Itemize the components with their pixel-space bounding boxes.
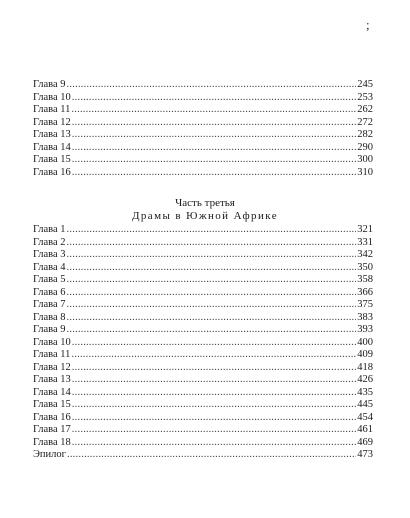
- toc-entry-page: 366: [357, 286, 373, 298]
- toc-entry[interactable]: [33, 399, 373, 412]
- toc-entry-page: 358: [357, 274, 373, 285]
- toc-entry-page: 245: [357, 79, 373, 90]
- toc-entry-page: 342: [357, 249, 373, 260]
- dot-leader: [67, 449, 356, 462]
- toc-entry-page: 400: [357, 336, 373, 348]
- toc-entry-title: Глава 14: [33, 386, 71, 398]
- dot-leader: [67, 224, 357, 237]
- toc-entry-page: 282: [357, 129, 373, 140]
- toc-entry[interactable]: [33, 312, 373, 325]
- dot-leader: [67, 79, 357, 92]
- toc-entry-page: 469: [357, 436, 373, 448]
- toc-entry-page: 300: [357, 154, 373, 165]
- toc-entry-title: Глава 10: [33, 91, 71, 103]
- toc-entry-title: Глава 5: [33, 274, 66, 285]
- toc-entry[interactable]: [33, 362, 373, 375]
- dot-leader: [67, 237, 357, 250]
- dot-leader: [72, 337, 356, 350]
- toc-entry[interactable]: [33, 299, 373, 312]
- toc-entry[interactable]: [33, 449, 373, 462]
- toc-entry-title: Глава 11: [33, 349, 71, 360]
- dot-leader: [72, 142, 356, 155]
- toc-entry[interactable]: [33, 117, 373, 130]
- dot-leader: [71, 104, 356, 117]
- toc-entry-title: Глава 15: [33, 399, 71, 410]
- toc-entry-page: 383: [357, 311, 373, 323]
- toc-entry[interactable]: [33, 424, 373, 437]
- toc-entry[interactable]: [33, 387, 373, 400]
- dot-leader: [67, 324, 357, 337]
- toc-entry-page: 290: [357, 141, 373, 153]
- dot-leader: [72, 129, 356, 142]
- toc-entry-page: 445: [357, 399, 373, 410]
- toc-entry-page: 418: [357, 361, 373, 373]
- toc-entry-title: Эпилог: [33, 449, 66, 460]
- dot-leader: [72, 387, 356, 400]
- toc-entry-page: 375: [357, 299, 373, 310]
- dot-leader: [72, 167, 356, 180]
- toc-entry-title: Глава 7: [33, 299, 66, 310]
- toc-entry[interactable]: [33, 79, 373, 92]
- dot-leader: [67, 249, 357, 262]
- toc-entry-title: Глава 4: [33, 261, 66, 273]
- toc-entry-page: 393: [357, 324, 373, 335]
- part-title: Драмы в Южной Африке: [132, 210, 278, 222]
- toc-entry[interactable]: [33, 237, 373, 250]
- toc-entry-title: Глава 18: [33, 436, 71, 448]
- toc-entry-page: 461: [357, 424, 373, 435]
- toc-entry-page: 409: [357, 349, 373, 360]
- toc-entry[interactable]: [33, 104, 373, 117]
- toc-entry[interactable]: [33, 437, 373, 450]
- toc-entry-title: Глава 9: [33, 79, 66, 90]
- dot-leader: [72, 362, 356, 375]
- toc-section-part-three: [33, 224, 373, 462]
- corner-mark: ;: [366, 17, 370, 32]
- toc-entry[interactable]: [33, 92, 373, 105]
- toc-entry[interactable]: [33, 374, 373, 387]
- toc-entry-page: 426: [357, 374, 373, 385]
- toc-entry-page: 272: [357, 116, 373, 128]
- dot-leader: [72, 399, 356, 412]
- dot-leader: [72, 154, 356, 167]
- toc-entry-title: Глава 15: [33, 154, 71, 165]
- toc-entry[interactable]: [33, 324, 373, 337]
- toc-entry-title: Глава 13: [33, 374, 71, 385]
- toc-entry-title: Глава 16: [33, 166, 71, 178]
- toc-entry[interactable]: [33, 249, 373, 262]
- part-label: Часть третья: [175, 197, 235, 209]
- dot-leader: [72, 374, 356, 387]
- toc-entry-title: Глава 16: [33, 411, 71, 423]
- toc-entry-title: Глава 9: [33, 324, 66, 335]
- toc-entry-page: 262: [357, 104, 373, 115]
- toc-entry-page: 473: [357, 449, 373, 460]
- toc-entry-page: 350: [357, 261, 373, 273]
- dot-leader: [72, 424, 356, 437]
- toc-entry[interactable]: [33, 337, 373, 350]
- toc-entry-title: Глава 13: [33, 129, 71, 140]
- toc-entry-page: 454: [357, 411, 373, 423]
- toc-entry[interactable]: [33, 154, 373, 167]
- dot-leader: [67, 287, 357, 300]
- toc-entry-page: 435: [357, 386, 373, 398]
- toc-entry[interactable]: [33, 287, 373, 300]
- toc-section-part-two: [33, 79, 373, 179]
- toc-entry[interactable]: [33, 142, 373, 155]
- toc-entry[interactable]: [33, 412, 373, 425]
- toc-entry[interactable]: [33, 262, 373, 275]
- dot-leader: [72, 117, 356, 130]
- dot-leader: [72, 437, 356, 450]
- toc-entry-title: Глава 2: [33, 236, 66, 248]
- dot-leader: [67, 274, 357, 287]
- toc-entry-title: Глава 17: [33, 424, 71, 435]
- toc-entry-title: Глава 12: [33, 361, 71, 373]
- toc-entry-title: Глава 10: [33, 336, 71, 348]
- toc-entry-title: Глава 6: [33, 286, 66, 298]
- toc-entry-title: Глава 14: [33, 141, 71, 153]
- dot-leader: [72, 92, 356, 105]
- toc-entry-title: Глава 1: [33, 224, 66, 235]
- toc-entry-page: 321: [357, 224, 373, 235]
- toc-entry[interactable]: [33, 167, 373, 180]
- toc-entry-title: Глава 8: [33, 311, 66, 323]
- toc-entry-title: Глава 12: [33, 116, 71, 128]
- dot-leader: [67, 262, 357, 275]
- dot-leader: [67, 312, 357, 325]
- dot-leader: [67, 299, 357, 312]
- toc-entry-title: Глава 3: [33, 249, 66, 260]
- toc-entry[interactable]: [33, 274, 373, 287]
- toc-entry[interactable]: [33, 129, 373, 142]
- toc-entry-page: 331: [357, 236, 373, 248]
- toc-entry-page: 310: [357, 166, 373, 178]
- toc-entry[interactable]: [33, 224, 373, 237]
- dot-leader: [72, 412, 356, 425]
- toc-entry-page: 253: [357, 91, 373, 103]
- toc-entry-title: Глава 11: [33, 104, 71, 115]
- dot-leader: [71, 349, 356, 362]
- toc-entry[interactable]: [33, 349, 373, 362]
